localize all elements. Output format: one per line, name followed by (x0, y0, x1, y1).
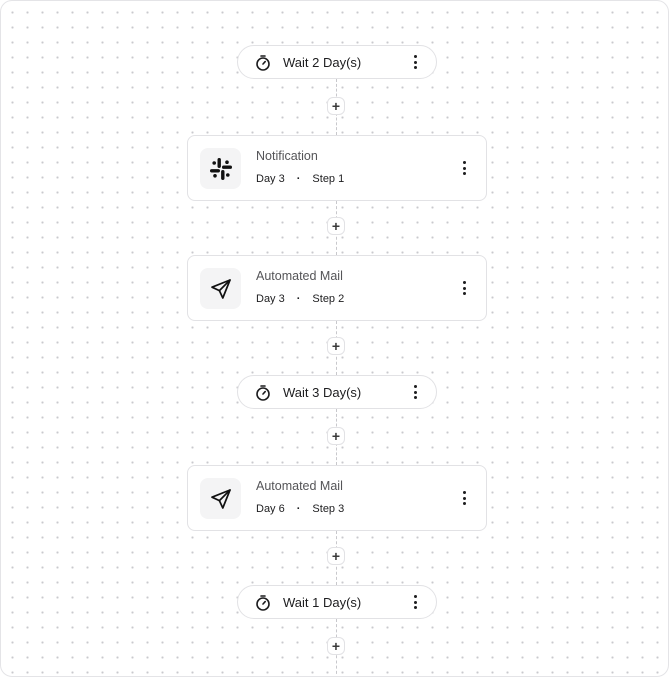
step-day: Day 3 (256, 173, 285, 185)
icon-tile (200, 268, 241, 309)
meta-separator: · (296, 293, 301, 305)
wait-label: Wait 1 Day(s) (283, 595, 362, 610)
step-node-notification[interactable] (187, 135, 487, 201)
step-title: Automated Mail (256, 479, 343, 493)
step-number: Step 1 (312, 173, 345, 185)
add-step-button[interactable]: + (327, 637, 345, 655)
step-day: Day 3 (256, 293, 285, 305)
timer-icon (254, 54, 272, 72)
step-title: Notification (256, 149, 318, 163)
send-icon (209, 277, 233, 301)
step-title: Automated Mail (256, 269, 343, 283)
more-options-icon[interactable] (459, 159, 469, 177)
wait-node[interactable] (237, 45, 437, 79)
wait-node[interactable] (237, 375, 437, 409)
wait-node[interactable] (237, 585, 437, 619)
more-options-icon[interactable] (459, 489, 469, 507)
step-meta (256, 293, 344, 305)
more-options-icon[interactable] (410, 593, 420, 611)
step-number: Step 2 (312, 293, 345, 305)
step-day: Day 6 (256, 503, 285, 515)
timer-icon (254, 594, 272, 612)
step-meta (256, 503, 344, 515)
wait-label: Wait 2 Day(s) (283, 55, 362, 70)
step-node-automated-mail[interactable] (187, 465, 487, 531)
icon-tile (200, 478, 241, 519)
step-number: Step 3 (312, 503, 345, 515)
more-options-icon[interactable] (459, 279, 469, 297)
meta-separator: · (296, 503, 301, 515)
slack-icon (208, 156, 234, 182)
add-step-button[interactable]: + (327, 427, 345, 445)
add-step-button[interactable]: + (327, 97, 345, 115)
wait-label: Wait 3 Day(s) (283, 385, 362, 400)
more-options-icon[interactable] (410, 383, 420, 401)
meta-separator: · (296, 173, 301, 185)
add-step-button[interactable]: + (327, 547, 345, 565)
timer-icon (254, 384, 272, 402)
more-options-icon[interactable] (410, 53, 420, 71)
send-icon (209, 487, 233, 511)
add-step-button[interactable]: + (327, 337, 345, 355)
step-meta (256, 173, 344, 185)
add-step-button[interactable]: + (327, 217, 345, 235)
icon-tile (200, 148, 241, 189)
step-node-automated-mail[interactable] (187, 255, 487, 321)
